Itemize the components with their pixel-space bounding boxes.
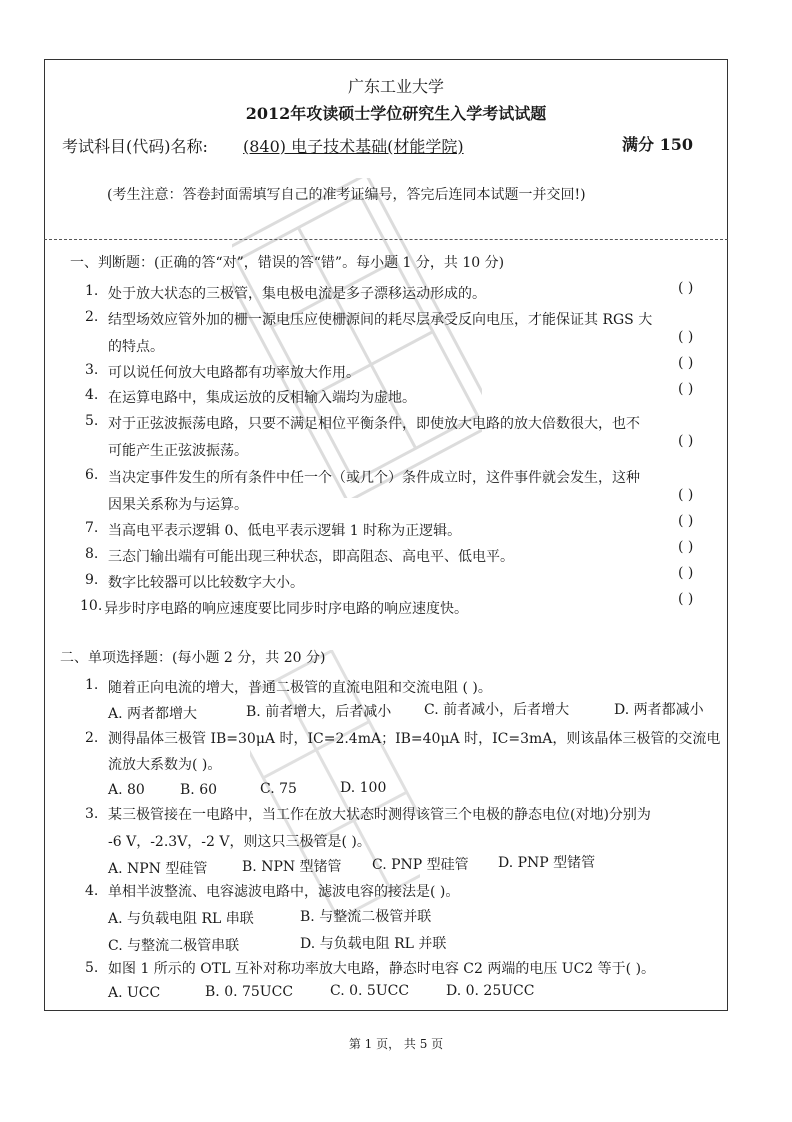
question-number: 3. — [85, 806, 99, 822]
answer-paren: ( ) — [678, 280, 694, 296]
section1-heading: 一、判断题：(正确的答“对”，错误的答“错”。每小题 1 分，共 10 分) — [70, 255, 505, 271]
question-number: 1. — [85, 283, 99, 299]
option-d: D. 与负载电阻 RL 并联 — [300, 936, 447, 952]
question-number: 2. — [85, 730, 99, 746]
answer-paren: ( ) — [678, 487, 694, 503]
option-a: A. 80 — [108, 782, 145, 798]
question-number: 5. — [85, 413, 99, 429]
answer-paren: ( ) — [678, 433, 694, 449]
answer-paren: ( ) — [678, 565, 694, 581]
page-footer: 第 1 页， 共 5 页 — [348, 1037, 444, 1051]
question-text: 测得晶体三极管 IB=30μA 时，IC=2.4mA；IB=40μA 时，IC=3mA，则该晶体三极管的交流电 — [108, 731, 721, 747]
option-a: A. UCC — [108, 985, 161, 1001]
option-a: A. 与负载电阻 RL 串联 — [108, 911, 254, 927]
option-b: B. 前者增大，后者减小 — [246, 704, 392, 720]
subject-value: (840) 电子技术基础(材能学院) — [243, 137, 464, 156]
question-text-cont: 可能产生正弦波振荡。 — [108, 443, 248, 459]
answer-paren: ( ) — [678, 381, 694, 397]
option-d: D. 0. 25UCC — [446, 983, 535, 999]
question-number: 8. — [85, 546, 99, 562]
question-number: 1. — [85, 677, 99, 693]
question-text: 当高电平表示逻辑 0、低电平表示逻辑 1 时称为正逻辑。 — [108, 523, 462, 539]
question-text: 在运算电路中，集成运放的反相输入端均为虚地。 — [108, 390, 416, 406]
question-number: 6. — [85, 467, 99, 483]
option-d: D. 两者都减小 — [614, 702, 704, 718]
question-number: 7. — [85, 520, 99, 536]
option-c: C. 前者减小，后者增大 — [424, 702, 570, 718]
exam-title: 2012年攻读硕士学位研究生入学考试试题 — [245, 104, 547, 123]
question-text: 如图 1 所示的 OTL 互补对称功率放大电路，静态时电容 C2 两端的电压 UC2 等于( )。 — [108, 961, 656, 977]
section2-heading: 二、单项选择题：(每小题 2 分，共 20 分) — [60, 650, 326, 666]
question-text: 当决定事件发生的所有条件中任一个（或几个）条件成立时，这件事件就会发生，这种 — [108, 470, 640, 486]
question-number: 5. — [85, 960, 99, 976]
option-b: B. 与整流二极管并联 — [300, 909, 432, 925]
option-b: B. NPN 型锗管 — [242, 859, 342, 875]
answer-paren: ( ) — [678, 355, 694, 371]
answer-paren: ( ) — [678, 329, 694, 345]
question-text: 异步时序电路的响应速度要比同步时序电路的响应速度快。 — [104, 601, 468, 617]
option-c: C. 与整流二极管串联 — [108, 938, 240, 954]
watermark-stamp — [232, 178, 482, 498]
question-number: 2. — [85, 309, 99, 325]
option-d: D. PNP 型锗管 — [498, 855, 596, 871]
question-text-cont: 的特点。 — [108, 339, 164, 355]
university-name: 广东工业大学 — [347, 77, 444, 96]
question-text: 某三极管接在一电路中，当工作在放大状态时测得该管三个电极的静态电位(对地)分别为 — [108, 807, 651, 823]
answer-paren: ( ) — [678, 591, 694, 607]
subject-label: 考试科目(代码)名称: — [62, 137, 208, 156]
option-b: B. 0. 75UCC — [205, 984, 294, 1000]
option-c: C. 75 — [260, 781, 297, 797]
question-number: 3. — [85, 362, 99, 378]
question-text: 对于正弦波振荡电路，只要不满足相位平衡条件，即使放大电路的放大倍数很大，也不 — [108, 416, 640, 432]
question-text-cont: -6 V，-2.3V，-2 V，则这只三极管是( )。 — [108, 834, 371, 850]
option-d: D. 100 — [340, 780, 387, 796]
answer-paren: ( ) — [678, 539, 694, 555]
option-a: A. 两者都增大 — [108, 706, 198, 722]
question-text: 可以说任何放大电路都有功率放大作用。 — [108, 365, 360, 381]
option-b: B. 60 — [180, 782, 218, 798]
question-text: 处于放大状态的三极管，集电极电流是多子漂移运动形成的。 — [108, 286, 486, 302]
question-text: 三态门输出端有可能出现三种状态，即高阻态、高电平、低电平。 — [108, 549, 514, 565]
question-number: 4. — [85, 883, 99, 899]
candidate-notice: (考生注意：答卷封面需填写自己的准考证编号，答完后连同本试题一并交回!) — [107, 187, 586, 203]
option-c: C. PNP 型硅管 — [372, 857, 469, 873]
question-number: 4. — [85, 387, 99, 403]
question-text-cont: 因果关系称为与运算。 — [108, 497, 248, 513]
full-score: 满分 150 — [622, 135, 693, 154]
question-number: 10. — [80, 598, 103, 614]
answer-paren: ( ) — [678, 513, 694, 529]
question-text: 随着正向电流的增大，普通二极管的直流电阻和交流电阻 ( )。 — [108, 680, 492, 696]
option-a: A. NPN 型硅管 — [108, 861, 208, 877]
question-text: 数字比较器可以比较数字大小。 — [108, 575, 304, 591]
question-text: 单相半波整流、电容滤波电路中，滤波电容的接法是( )。 — [108, 884, 460, 900]
question-number: 9. — [85, 572, 99, 588]
question-text: 结型场效应管外加的栅一源电压应使栅源间的耗尽层承受反向电压，才能保证其 RGS 大 — [108, 312, 653, 328]
option-c: C. 0. 5UCC — [330, 983, 410, 999]
question-text-cont: 流放大系数为( )。 — [108, 757, 222, 773]
